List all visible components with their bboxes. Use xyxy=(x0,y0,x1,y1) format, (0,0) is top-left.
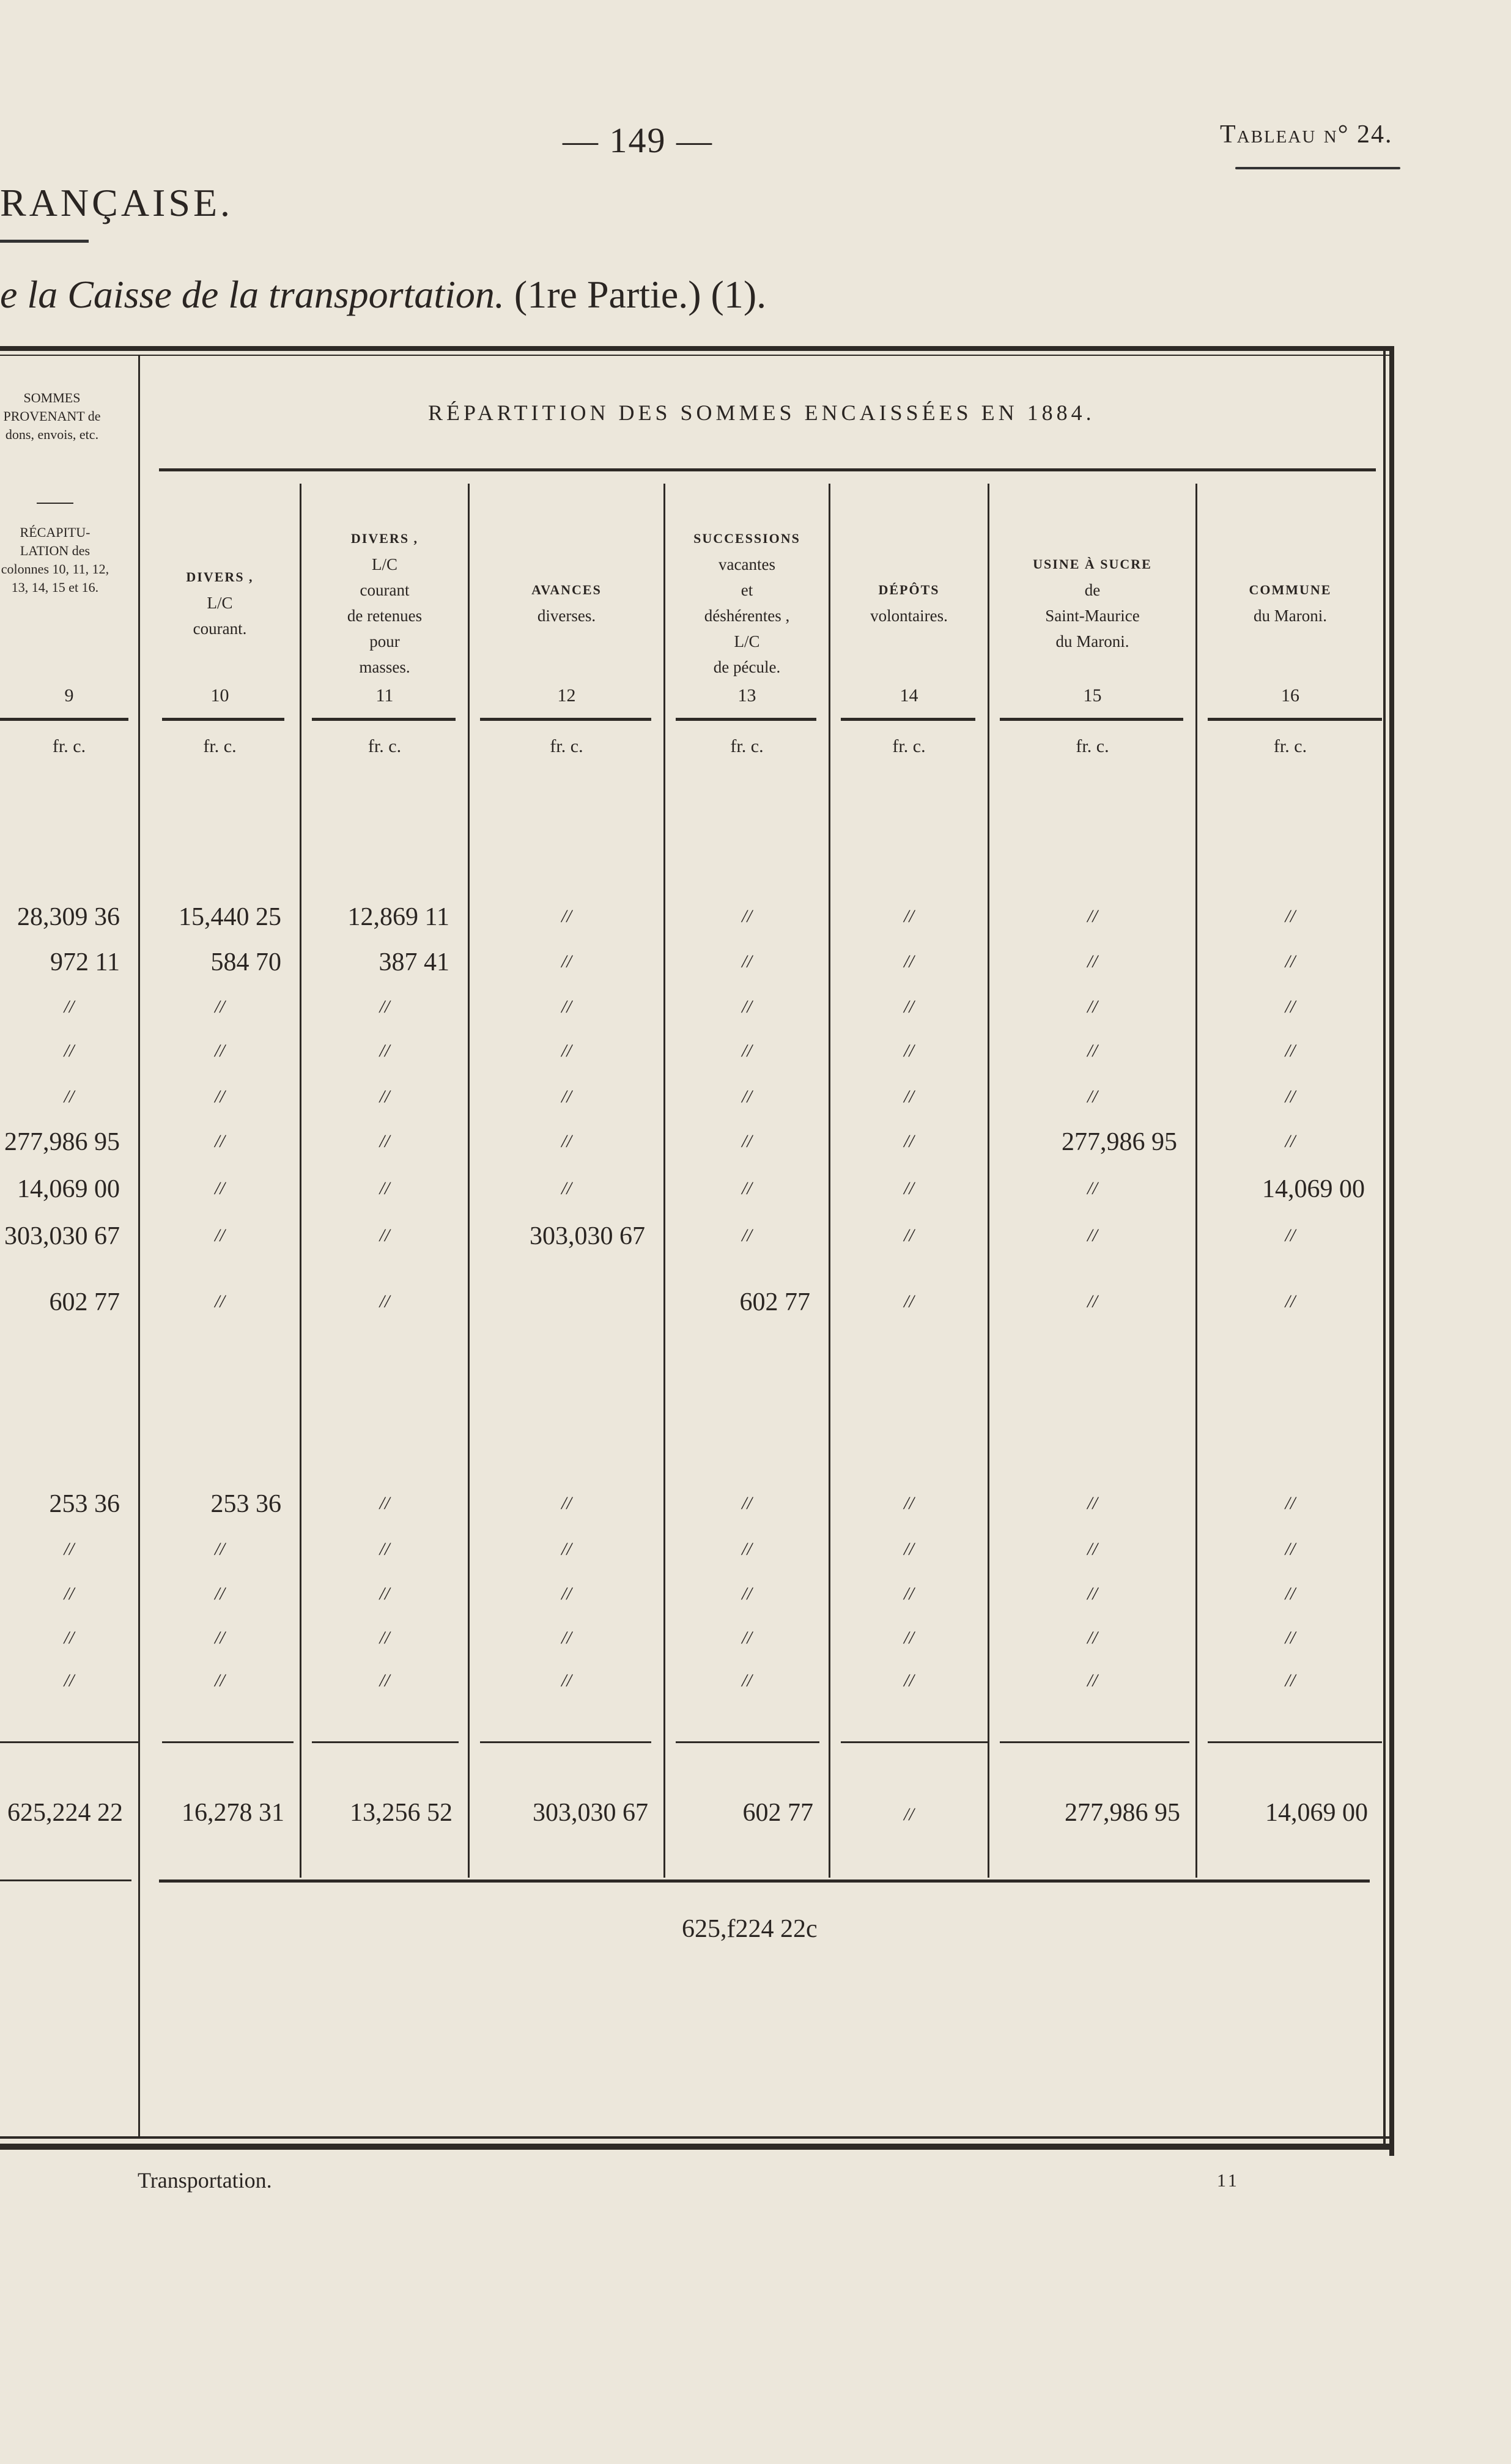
col9-head-divider xyxy=(37,503,73,504)
table-cell: 387 41 xyxy=(379,948,449,976)
table-cell: 303,030 67 xyxy=(4,1222,120,1250)
nil-mark: // xyxy=(1285,1584,1296,1604)
total-rule-12 xyxy=(480,1741,651,1743)
nil-mark: // xyxy=(1285,1670,1296,1691)
col-15-header-line: Saint-Maurice xyxy=(1045,607,1140,625)
nil-mark: // xyxy=(379,1086,390,1107)
nil-mark: // xyxy=(64,997,75,1017)
col-15-header xyxy=(989,551,1195,654)
unit-label: fr. c. xyxy=(550,736,583,756)
col-11-header xyxy=(301,526,468,680)
table-cell: 28,309 36 xyxy=(17,903,120,931)
nil-mark: // xyxy=(64,1041,75,1061)
nil-mark: // xyxy=(904,1670,914,1691)
col-13-header-line: L/C xyxy=(734,632,760,651)
nil-mark: // xyxy=(1087,1225,1098,1245)
table-cell: 14,069 00 xyxy=(1262,1175,1365,1203)
grand-total: 625,f224 22c xyxy=(682,1915,818,1943)
subtitle-part: (1re Partie.) (1). xyxy=(514,273,767,316)
tableau-underline xyxy=(1235,167,1400,169)
col-12-header xyxy=(470,577,663,629)
nil-mark: // xyxy=(379,1628,390,1648)
nil-mark: // xyxy=(742,997,752,1017)
footer-left: Transportation. xyxy=(138,2168,272,2193)
nil-mark: // xyxy=(561,951,572,972)
head-rule-9 xyxy=(0,718,128,721)
nil-mark: // xyxy=(742,1584,752,1604)
table-cell: 15,440 25 xyxy=(179,903,281,931)
table-cell: 602 77 xyxy=(49,1288,120,1316)
nil-mark: // xyxy=(904,906,914,926)
col-11-header-line: courant xyxy=(360,581,410,599)
nil-mark: // xyxy=(561,1539,572,1559)
col-12-header-line: diverses. xyxy=(537,607,596,625)
top-thick-rule xyxy=(0,346,1394,351)
total-rule-14 xyxy=(841,1741,988,1743)
table-cell: 972 11 xyxy=(50,948,120,976)
nil-mark: // xyxy=(1087,1670,1098,1691)
nil-mark: // xyxy=(1087,1291,1098,1311)
table-cell: 253 36 xyxy=(49,1490,120,1518)
unit-label: fr. c. xyxy=(368,736,402,756)
caption-underline xyxy=(159,468,1376,471)
nil-mark: // xyxy=(742,906,752,926)
nil-mark: // xyxy=(215,1131,225,1151)
total-rule-10 xyxy=(162,1741,294,1743)
nil-mark: // xyxy=(215,1041,225,1061)
nil-mark: // xyxy=(1285,951,1296,972)
nil-mark: // xyxy=(215,1291,225,1311)
nil-mark: // xyxy=(742,1131,752,1151)
col-15-number: 15 xyxy=(1083,685,1102,706)
nil-mark: // xyxy=(215,1628,225,1648)
page-header-title: RANÇAISE. xyxy=(0,181,234,224)
nil-mark: // xyxy=(1285,906,1296,926)
col-11-header-line: masses. xyxy=(359,658,410,676)
nil-mark: // xyxy=(1285,1225,1296,1245)
table-cell: 277,986 95 xyxy=(1062,1128,1177,1156)
nil-mark: // xyxy=(742,1628,752,1648)
nil-mark: // xyxy=(64,1539,75,1559)
nil-mark: // xyxy=(1285,1539,1296,1559)
nil-mark: // xyxy=(904,1086,914,1107)
nil-mark: // xyxy=(561,1131,572,1151)
table-cell: 253 36 xyxy=(210,1490,281,1518)
col-14-header-line: DÉPÔTS xyxy=(878,582,940,597)
nil-mark: // xyxy=(1285,1086,1296,1107)
nil-mark: // xyxy=(742,1539,752,1559)
table-caption: RÉPARTITION DES SOMMES ENCAISSÉES EN 1884. xyxy=(428,400,1095,425)
nil-mark: // xyxy=(379,1493,390,1513)
total-cell: 16,278 31 xyxy=(182,1799,284,1827)
nil-mark: // xyxy=(561,1584,572,1604)
nil-mark: // xyxy=(742,1493,752,1513)
nil-mark: // xyxy=(1285,997,1296,1017)
nil-mark: // xyxy=(1285,1131,1296,1151)
total-rule-16 xyxy=(1208,1741,1382,1743)
col-11-header-line: L/C xyxy=(371,555,397,574)
nil-mark: // xyxy=(64,1670,75,1691)
total-cell: 303,030 67 xyxy=(533,1799,648,1827)
nil-mark: // xyxy=(379,1539,390,1559)
subtitle-italic: e la Caisse de la transportation. xyxy=(0,273,504,316)
col-12-number: 12 xyxy=(557,685,576,706)
col-10-number: 10 xyxy=(210,685,229,706)
col-11-header-line: de retenues xyxy=(347,607,423,625)
nil-mark: // xyxy=(561,1086,572,1107)
nil-mark: // xyxy=(1087,1584,1098,1604)
col9-head-bottom: RÉCAPITU-LATION des colonnes 10, 11, 12, 13, 14, 15 et 16. xyxy=(1,525,109,595)
col-11-number: 11 xyxy=(375,685,394,706)
nil-mark: // xyxy=(1087,951,1098,972)
nil-mark: // xyxy=(64,1584,75,1604)
bottom-thick-rule xyxy=(0,2144,1394,2150)
nil-mark: // xyxy=(904,1225,914,1245)
nil-mark: // xyxy=(1087,1178,1098,1198)
table-cell: 584 70 xyxy=(210,948,281,976)
nil-mark: // xyxy=(904,997,914,1017)
footer-right: 11 xyxy=(1217,2171,1239,2191)
col-10-header-line: courant. xyxy=(193,619,247,638)
grand-total-rule xyxy=(159,1879,1370,1883)
nil-mark: // xyxy=(1285,1041,1296,1061)
nil-mark: // xyxy=(904,951,914,972)
col-13-header-line: SUCCESSIONS xyxy=(693,531,800,546)
col-10-header xyxy=(140,564,300,641)
col-16-header xyxy=(1197,577,1383,629)
total-bottom-rule-9 xyxy=(0,1879,131,1881)
nil-mark: // xyxy=(561,1628,572,1648)
col-13-header-line: de pécule. xyxy=(713,658,781,676)
nil-mark: // xyxy=(742,951,752,972)
title-underline xyxy=(0,240,89,243)
col-11-header-line: DIVERS , xyxy=(350,531,419,546)
tableau-reference: Tableau n° 24. xyxy=(1220,120,1393,149)
total-cell: 602 77 xyxy=(742,1799,813,1827)
total-cell: 277,986 95 xyxy=(1065,1799,1180,1827)
total-nil: // xyxy=(904,1804,914,1824)
nil-mark: // xyxy=(215,1584,225,1604)
col-14-header xyxy=(830,577,988,629)
head-rule-16 xyxy=(1208,718,1382,721)
nil-mark: // xyxy=(742,1086,752,1107)
nil-mark: // xyxy=(379,1584,390,1604)
head-rule-15 xyxy=(1000,718,1183,721)
nil-mark: // xyxy=(379,1670,390,1691)
nil-mark: // xyxy=(1285,1493,1296,1513)
total-rule-11 xyxy=(312,1741,459,1743)
unit-label: fr. c. xyxy=(730,736,764,756)
col9-head-top: SOMMES PROVENANT de dons, envois, etc. xyxy=(3,390,101,442)
nil-mark: // xyxy=(64,1086,75,1107)
nil-mark: // xyxy=(1285,1291,1296,1311)
nil-mark: // xyxy=(742,1041,752,1061)
col-13-header-line: et xyxy=(741,581,753,599)
nil-mark: // xyxy=(904,1291,914,1311)
col-10-header-line: DIVERS , xyxy=(186,569,254,585)
nil-mark: // xyxy=(561,1670,572,1691)
col-13-header-line: déshérentes , xyxy=(704,607,790,625)
col-16-number: 16 xyxy=(1281,685,1299,706)
nil-mark: // xyxy=(1087,1539,1098,1559)
nil-mark: // xyxy=(215,1086,225,1107)
nil-mark: // xyxy=(904,1628,914,1648)
nil-mark: // xyxy=(215,1178,225,1198)
nil-mark: // xyxy=(1087,1041,1098,1061)
total-rule-15 xyxy=(1000,1741,1189,1743)
col-11-header-line: pour xyxy=(369,632,400,651)
nil-mark: // xyxy=(1087,1493,1098,1513)
nil-mark: // xyxy=(742,1225,752,1245)
nil-mark: // xyxy=(1087,1628,1098,1648)
col-16-header-line: du Maroni. xyxy=(1254,607,1327,625)
nil-mark: // xyxy=(215,1539,225,1559)
table-cell: 303,030 67 xyxy=(530,1222,645,1250)
page-number: — 149 — xyxy=(563,120,713,160)
table-frame xyxy=(0,346,1394,2156)
nil-mark: // xyxy=(379,1291,390,1311)
table-cell: 14,069 00 xyxy=(17,1175,120,1203)
head-rule-14 xyxy=(841,718,975,721)
unit-label: fr. c. xyxy=(203,736,237,756)
head-rule-12 xyxy=(480,718,651,721)
table-cell: 602 77 xyxy=(739,1288,810,1316)
nil-mark: // xyxy=(215,1225,225,1245)
col-15-header-line: de xyxy=(1084,581,1101,599)
table-cell: 277,986 95 xyxy=(4,1128,120,1156)
total-cell: 13,256 52 xyxy=(350,1799,453,1827)
nil-mark: // xyxy=(904,1041,914,1061)
nil-mark: // xyxy=(904,1539,914,1559)
col-16-header-line: COMMUNE xyxy=(1249,582,1332,597)
nil-mark: // xyxy=(561,1041,572,1061)
col-15-header-line: du Maroni. xyxy=(1055,632,1129,651)
nil-mark: // xyxy=(742,1178,752,1198)
nil-mark: // xyxy=(904,1131,914,1151)
unit-label: fr. c. xyxy=(1076,736,1109,756)
head-rule-11 xyxy=(312,718,456,721)
nil-mark: // xyxy=(561,997,572,1017)
total-cell: 14,069 00 xyxy=(1265,1799,1368,1827)
nil-mark: // xyxy=(561,1178,572,1198)
total-cell: 625,224 22 xyxy=(7,1799,123,1827)
col-9-number: 9 xyxy=(64,685,74,706)
col-13-number: 13 xyxy=(737,685,756,706)
nil-mark: // xyxy=(1285,1628,1296,1648)
nil-mark: // xyxy=(904,1178,914,1198)
col-15-header-line: USINE À SUCRE xyxy=(1033,556,1152,572)
unit-label: fr. c. xyxy=(1273,736,1307,756)
unit-label: fr. c. xyxy=(52,736,86,756)
col-10-header-line: L/C xyxy=(207,594,233,612)
col-12-header-line: AVANCES xyxy=(531,582,602,597)
nil-mark: // xyxy=(742,1670,752,1691)
bottom-thin-rule xyxy=(0,2136,1394,2139)
page-subtitle xyxy=(0,272,766,317)
nil-mark: // xyxy=(904,1493,914,1513)
nil-mark: // xyxy=(561,906,572,926)
right-border xyxy=(1383,351,1386,2149)
nil-mark: // xyxy=(215,997,225,1017)
unit-label: fr. c. xyxy=(892,736,926,756)
head-rule-13 xyxy=(676,718,816,721)
nil-mark: // xyxy=(379,1178,390,1198)
nil-mark: // xyxy=(561,1493,572,1513)
top-thin-rule xyxy=(0,355,1394,356)
nil-mark: // xyxy=(904,1584,914,1604)
nil-mark: // xyxy=(379,1041,390,1061)
col-14-header-line: volontaires. xyxy=(870,607,948,625)
total-rule-9 xyxy=(0,1741,138,1743)
col-14-number: 14 xyxy=(900,685,918,706)
col-13-header-line: vacantes xyxy=(719,555,775,574)
head-rule-10 xyxy=(162,718,284,721)
total-rule-13 xyxy=(676,1741,819,1743)
nil-mark: // xyxy=(1087,997,1098,1017)
nil-mark: // xyxy=(1087,1086,1098,1107)
nil-mark: // xyxy=(64,1628,75,1648)
col-13-header xyxy=(665,526,829,680)
nil-mark: // xyxy=(379,997,390,1017)
table-cell: 12,869 11 xyxy=(347,903,449,931)
right-thick-border xyxy=(1389,346,1394,2156)
nil-mark: // xyxy=(1087,906,1098,926)
nil-mark: // xyxy=(379,1225,390,1245)
nil-mark: // xyxy=(215,1670,225,1691)
nil-mark: // xyxy=(379,1131,390,1151)
